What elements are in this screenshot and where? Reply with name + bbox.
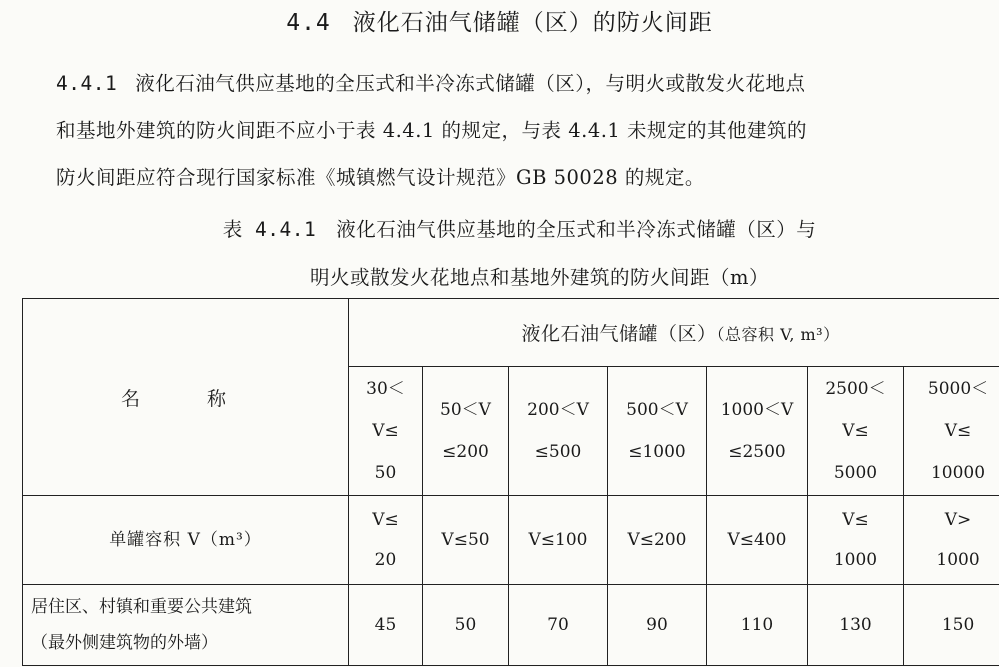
single-volume-cell: V≤ 1000 (808, 496, 904, 585)
residential-row (23, 585, 999, 666)
range-cell: 1000＜V ≤2500 (707, 367, 808, 496)
residential-label-line-2: （最外侧建筑物的外墙） (31, 633, 218, 653)
table-caption-line-2: 明火或散发火花地点和基地外建筑的防火间距（m） (310, 266, 769, 289)
range-cell: 5000＜ V≤ 10000 (904, 367, 999, 496)
distance-cell: 130 (808, 585, 904, 666)
single-volume-cell: V≤200 (608, 496, 707, 585)
tank-total-volume-header (349, 299, 999, 367)
residential-label (23, 585, 349, 666)
single-volume-cell: V≤400 (707, 496, 808, 585)
single-volume-cell: V≤ 20 (349, 496, 423, 585)
spacing-table (22, 298, 999, 666)
paragraph-text-1: 液化石油气供应基地的全压式和半冷冻式储罐（区），与明火或散发火花地点 (135, 72, 806, 95)
single-tank-label: 单罐容积 V（m³） (23, 496, 349, 585)
range-cell: 50＜V ≤200 (423, 367, 509, 496)
distance-cell: 45 (349, 585, 423, 666)
section-heading (0, 4, 999, 37)
distance-cell: 110 (707, 585, 808, 666)
range-cell: 500＜V ≤1000 (608, 367, 707, 496)
distance-cell: 150 (904, 585, 999, 666)
single-tank-volume-row (23, 496, 999, 585)
range-cell: 200＜V ≤500 (509, 367, 608, 496)
paragraph-number: 4.4.1 (56, 72, 118, 95)
residential-label-line-1: 居住区、村镇和重要公共建筑 (31, 597, 252, 617)
name-column-header (23, 299, 349, 496)
paragraph-line-2: 和基地外建筑的防火间距不应小于表 4.4.1 的规定，与表 4.4.1 未规定的其他建筑的 (56, 119, 808, 142)
section-number: 4.4 (286, 10, 331, 36)
distance-cell: 70 (509, 585, 608, 666)
distance-cell: 50 (423, 585, 509, 666)
paragraph-4-4-1 (56, 60, 986, 201)
name-header-text: 名 称 (120, 387, 250, 410)
table-caption-line-1 (0, 214, 999, 242)
table-header-row (23, 299, 999, 367)
paragraph-line-3: 防火间距应符合现行国家标准《城镇燃气设计规范》GB 50028 的规定。 (56, 166, 705, 189)
range-cell: 30＜ V≤ 50 (349, 367, 423, 496)
single-volume-cell: V> 1000 (904, 496, 999, 585)
single-volume-cell: V≤100 (509, 496, 608, 585)
table-number: 表 4.4.1 (222, 218, 317, 241)
tank-header-unit: （总容积 V, m³） (716, 325, 840, 344)
table-caption-text-1: 液化石油气供应基地的全压式和半冷冻式储罐（区）与 (336, 218, 817, 241)
single-volume-cell: V≤50 (423, 496, 509, 585)
tank-header-text: 液化石油气储罐（区） (521, 323, 717, 345)
paragraph-line-1 (56, 60, 986, 107)
range-cell: 2500＜ V≤ 5000 (808, 367, 904, 496)
distance-cell: 90 (608, 585, 707, 666)
section-title: 液化石油气储罐（区）的防火间距 (352, 10, 713, 36)
